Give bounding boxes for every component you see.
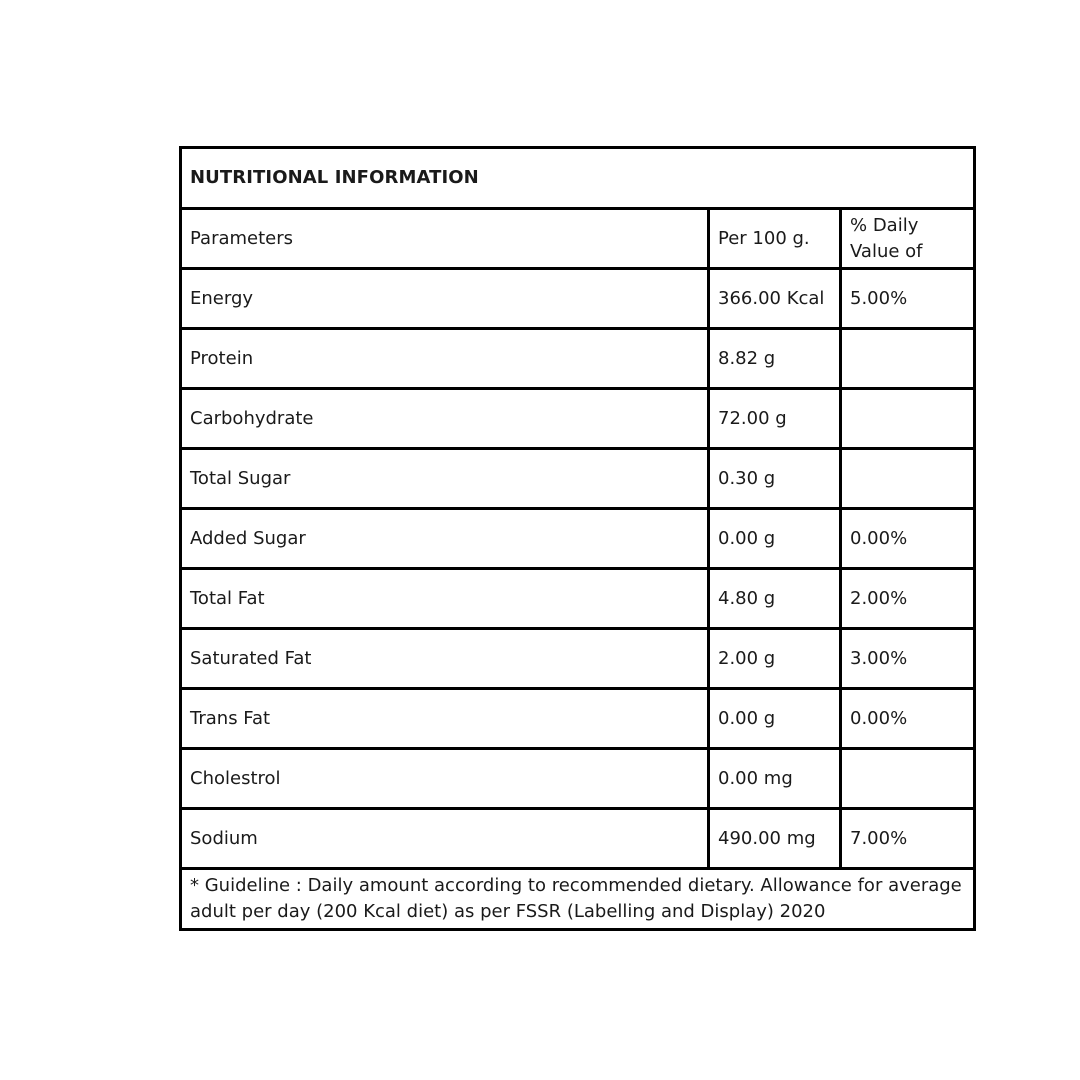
row-parameter: Cholestrol: [181, 749, 709, 809]
row-parameter: Total Fat: [181, 569, 709, 629]
row-parameter: Protein: [181, 329, 709, 389]
row-daily-value: 2.00%: [841, 569, 975, 629]
row-per-100g: 0.00 mg: [709, 749, 841, 809]
header-per-100g: Per 100 g.: [709, 209, 841, 269]
row-per-100g: 490.00 mg: [709, 809, 841, 869]
row-per-100g: 72.00 g: [709, 389, 841, 449]
table-row: [181, 569, 975, 629]
footnote-row: [181, 869, 975, 930]
row-parameter: Total Sugar: [181, 449, 709, 509]
row-daily-value: 0.00%: [841, 509, 975, 569]
row-per-100g: 4.80 g: [709, 569, 841, 629]
table-row: [181, 749, 975, 809]
row-daily-value: [841, 389, 975, 449]
row-daily-value: [841, 329, 975, 389]
header-row: [181, 209, 975, 269]
row-per-100g: 0.00 g: [709, 509, 841, 569]
row-parameter: Saturated Fat: [181, 629, 709, 689]
row-parameter: Carbohydrate: [181, 389, 709, 449]
header-daily-value: % Daily Value of: [841, 209, 975, 269]
row-daily-value: 3.00%: [841, 629, 975, 689]
table-row: [181, 629, 975, 689]
table-row: [181, 509, 975, 569]
row-daily-value: [841, 449, 975, 509]
nutrition-table: [179, 146, 976, 931]
row-per-100g: 0.00 g: [709, 689, 841, 749]
table-title: NUTRITIONAL INFORMATION: [181, 148, 975, 209]
table-row: [181, 269, 975, 329]
row-daily-value: 0.00%: [841, 689, 975, 749]
row-parameter: Energy: [181, 269, 709, 329]
table-row: [181, 809, 975, 869]
row-daily-value: 5.00%: [841, 269, 975, 329]
row-per-100g: 8.82 g: [709, 329, 841, 389]
row-daily-value: [841, 749, 975, 809]
row-daily-value: 7.00%: [841, 809, 975, 869]
table-row: [181, 449, 975, 509]
table-row: [181, 329, 975, 389]
row-per-100g: 2.00 g: [709, 629, 841, 689]
row-parameter: Sodium: [181, 809, 709, 869]
title-row: [181, 148, 975, 209]
row-per-100g: 366.00 Kcal: [709, 269, 841, 329]
table-row: [181, 389, 975, 449]
header-parameters: Parameters: [181, 209, 709, 269]
footnote: * Guideline : Daily amount according to recommended dietary. Allowance for average adult per day (200 Kcal diet) as per FSSR (Labelling and Display) 2020: [181, 869, 975, 930]
row-parameter: Trans Fat: [181, 689, 709, 749]
row-parameter: Added Sugar: [181, 509, 709, 569]
row-per-100g: 0.30 g: [709, 449, 841, 509]
table-row: [181, 689, 975, 749]
